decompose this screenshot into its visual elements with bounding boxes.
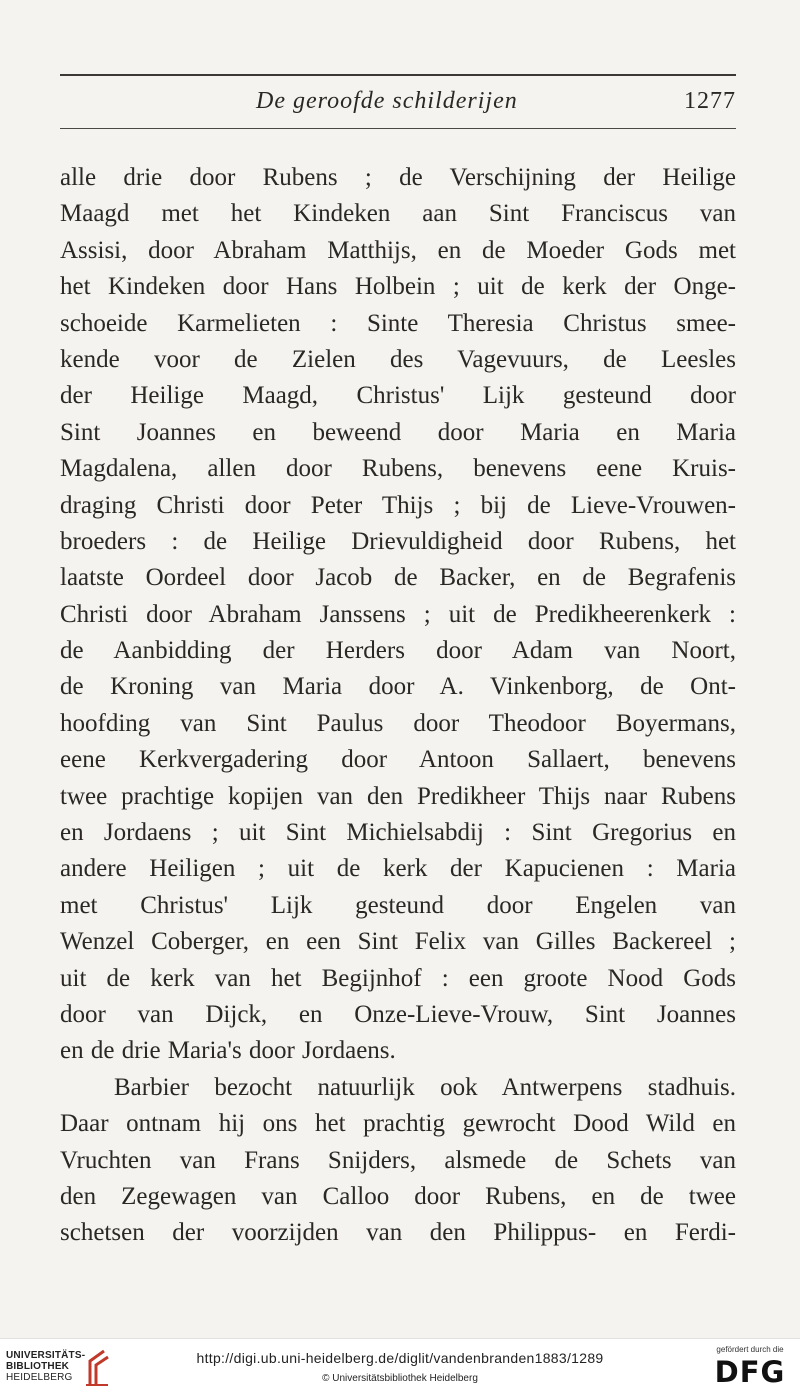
- text-line: en de drie Maria's door Jordaens.: [60, 1037, 396, 1065]
- text-line: Daar ontnam hij ons het prachtig gewrocht Dood Wild en: [60, 1110, 736, 1138]
- library-name-line: BIBLIOTHEK: [6, 1361, 70, 1372]
- body-text: [60, 160, 736, 1252]
- text-line: Vruchten van Frans Snijders, alsmede de Schets van: [60, 1146, 736, 1174]
- citation-block: [150, 1349, 650, 1385]
- text-line: alle drie door Rubens ; de Verschijning der Heilige: [60, 164, 736, 191]
- text-line: met Christus' Lijk gesteund door Engelen van: [60, 891, 736, 919]
- text-line: Wenzel Coberger, en een Sint Felix van Gilles Backereel ;: [60, 928, 736, 956]
- text-line: schetsen der voorzijden van den Philippus- en Ferdi-: [60, 1219, 736, 1247]
- page-number: 1277: [684, 88, 736, 114]
- text-line: Sint Joannes en beweend door Maria en Maria: [60, 418, 736, 446]
- text-line: draging Christi door Peter Thijs ; bij de Lieve-Vrouwen-: [60, 491, 736, 519]
- library-name-line: UNIVERSITÄTS-: [6, 1350, 86, 1361]
- text-line: Assisi, door Abraham Matthijs, en de Moeder Gods met: [60, 236, 736, 264]
- text-line: der Heilige Maagd, Christus' Lijk gesteund door: [60, 382, 736, 410]
- library-name: [6, 1350, 85, 1383]
- copyright-notice: © Universitätsbibliothek Heidelberg: [322, 1373, 478, 1384]
- permalink-url[interactable]: http://digi.ub.uni-heidelberg.de/diglit/vandenbranden1883/1289: [196, 1350, 604, 1366]
- viewer-footer: [0, 1338, 800, 1397]
- text-line: Magdalena, allen door Rubens, benevens eene Kruis-: [60, 455, 736, 483]
- text-line: schoeide Karmelieten : Sinte Theresia Christus smee-: [60, 309, 736, 337]
- running-title: De geroofde schilderijen: [256, 88, 518, 114]
- text-line: de Kroning van Maria door A. Vinkenborg, de Ont-: [60, 673, 736, 701]
- text-line: hoofding van Sint Paulus door Theodoor Boyermans,: [60, 709, 736, 737]
- text-line: eene Kerkvergadering door Antoon Sallaert, benevens: [60, 746, 736, 774]
- header-rule-top: [60, 74, 736, 76]
- header-rule-bottom: [60, 128, 736, 129]
- text-line: de Aanbidding der Herders door Adam van Noort,: [60, 637, 736, 665]
- text-line: kende voor de Zielen des Vagevuurs, de Leesles: [60, 345, 736, 373]
- text-line: uit de kerk van het Begijnhof : een groote Nood Gods: [60, 964, 736, 992]
- funding-block: [708, 1345, 792, 1387]
- text-line: het Kindeken door Hans Holbein ; uit de kerk der Onge-: [60, 273, 736, 301]
- ub-heidelberg-logo-icon[interactable]: [82, 1347, 112, 1389]
- text-line: andere Heiligen ; uit de kerk der Kapucienen : Maria: [60, 855, 736, 883]
- text-line: den Zegewagen van Calloo door Rubens, en de twee: [60, 1182, 736, 1210]
- library-name-line: HEIDELBERG: [6, 1372, 73, 1383]
- text-line: en Jordaens ; uit Sint Michielsabdij : Sint Gregorius en: [60, 819, 736, 847]
- text-line: Barbier bezocht natuurlijk ook Antwerpens stadhuis.: [114, 1073, 736, 1101]
- text-line: door van Dijck, en Onze-Lieve-Vrouw, Sint Joannes: [60, 1000, 736, 1028]
- text-line: laatste Oordeel door Jacob de Backer, en de Begrafenis: [60, 564, 736, 592]
- text-line: twee prachtige kopijen van den Predikheer Thijs naar Rubens: [60, 782, 736, 810]
- dfg-logo[interactable]: DFG: [714, 1355, 786, 1389]
- running-head: [60, 88, 736, 120]
- text-line: Christi door Abraham Janssens ; uit de Predikheerenkerk :: [60, 600, 736, 628]
- funding-caption: gefördert durch die: [716, 1345, 784, 1354]
- text-line: Maagd met het Kindeken aan Sint Franciscus van: [60, 200, 736, 228]
- text-line: broeders : de Heilige Drievuldigheid door Rubens, het: [60, 527, 736, 555]
